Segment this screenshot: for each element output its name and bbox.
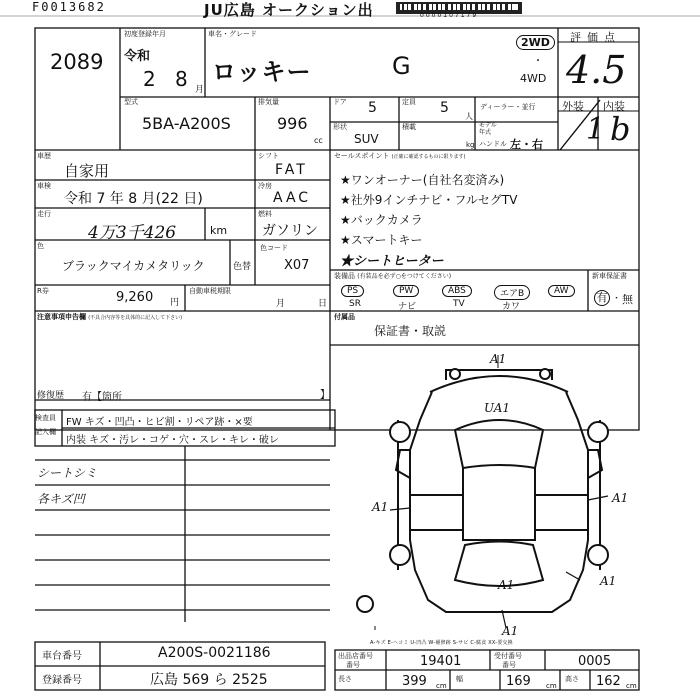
color-change-label: 色替	[233, 262, 252, 272]
check-row-interior: 内装 キズ・汚レ・コゲ・穴・スレ・キレ・破レ	[66, 435, 279, 446]
doors: 5	[368, 100, 377, 116]
order-label: 受付番号	[494, 652, 522, 660]
car-tax-label: 自動車税期限	[189, 287, 231, 295]
first-registration-month: 8	[175, 67, 188, 91]
exhibit-label: 出品店番号	[338, 652, 373, 660]
equipment-title: 装備品	[334, 272, 355, 280]
lot-number: 2089	[50, 50, 104, 74]
new-car-warranty-no: 無	[622, 293, 633, 306]
mileage-label: 走行	[37, 210, 51, 218]
model-year-label: モデル年式	[479, 122, 497, 136]
equipment-navi: ナビ	[398, 302, 417, 312]
first-registration-unit: 月	[195, 85, 205, 95]
first-registration-year: 2	[143, 67, 156, 91]
handwritten-note-1: シートシミ	[37, 466, 98, 480]
repair-history-end: 】	[320, 390, 330, 401]
handwritten-note-2: 各キズ凹	[37, 492, 85, 506]
displacement: 996	[277, 114, 308, 133]
car-tax-day: 日	[318, 299, 328, 309]
exterior-grade-label: 外装	[562, 100, 584, 113]
fuel: ガソリン	[262, 223, 318, 239]
plate-label: 登録番号	[42, 675, 82, 686]
notes-title: 注意事項申告欄	[37, 313, 86, 321]
sales-point-1: ★ワンオーナー(自社名変済み)	[340, 173, 505, 187]
repair-history-label: 修復歴	[37, 391, 65, 401]
displacement-unit: cc	[314, 136, 323, 145]
barcode-number: 0000107179	[420, 12, 479, 19]
new-car-warranty-dot: ・	[612, 294, 622, 304]
damage-mark-hood: UA1	[484, 401, 511, 415]
color: ブラックマイカメタリック	[62, 259, 205, 273]
color-code-label: 色コード	[260, 244, 288, 252]
doors-label: ドア	[333, 98, 347, 106]
first-registration-label: 初度登録年月	[124, 30, 166, 38]
order-sublabel: 番号	[502, 661, 516, 669]
handle-side: 左・右	[510, 138, 543, 151]
height-unit: cm	[626, 682, 637, 690]
notes-subtitle: (不具合内容等を具体的に記入して下さい)	[88, 315, 183, 321]
order-number: 0005	[578, 654, 612, 669]
sales-points-subtitle: (正確に確認するものに限ります)	[391, 154, 466, 160]
damage-mark-roof: A1	[490, 352, 507, 366]
damage-mark-left-door: A1	[372, 500, 389, 514]
usage-label: 車歴	[37, 152, 51, 160]
height-value: 162	[596, 674, 621, 689]
equipment-abs: ABS	[442, 285, 472, 297]
damage-mark-right-rear: A1	[600, 574, 617, 588]
exhibit-number: 19401	[420, 654, 462, 669]
length-unit: cm	[436, 682, 447, 690]
first-registration-era: 令和	[124, 49, 151, 64]
accessories-label: 付属品	[334, 313, 355, 321]
drive-2wd: 2WD	[516, 35, 555, 50]
model-grade: G	[392, 52, 411, 80]
aircon-label: 冷房	[258, 182, 272, 190]
sales-point-5: ★シートヒーター	[340, 254, 444, 269]
equipment-pw: PW	[393, 285, 419, 297]
exterior-grade: 1	[586, 112, 606, 147]
inspection-label: 車検	[37, 182, 51, 190]
car-tax-month: 月	[276, 299, 286, 309]
height-label: 高さ	[565, 675, 579, 683]
exhibit-sublabel: 番号	[346, 661, 360, 669]
equipment-subtitle: (有装品を必ず○をつけてください)	[357, 273, 452, 280]
sales-point-4: ★スマートキー	[340, 233, 423, 247]
capacity: 5	[440, 100, 449, 116]
damage-mark-rear: A1	[498, 578, 515, 592]
score-value: 4.5	[566, 48, 627, 92]
sales-point-3: ★バックカメラ	[340, 213, 423, 227]
color-code: X07	[284, 258, 310, 273]
inspector-label-2: 記入欄	[35, 428, 56, 436]
handle-label: ハンドル	[479, 140, 507, 148]
model-code-label: 型式	[124, 98, 138, 106]
interior-grade: b	[610, 110, 631, 148]
accessories: 保証書・取説	[374, 324, 447, 338]
inspector-label-1: 検査員	[35, 414, 56, 422]
recycle-fee: 9,260	[116, 290, 154, 305]
interior-grade-label: 内装	[603, 100, 625, 113]
damage-legend: A-キズ E-ヘコミ U-凹凸 W-補修跡 S-サビ C-腐食 XX-要交換	[370, 640, 513, 646]
plate-number: 広島 569 ら 2525	[150, 672, 268, 688]
new-car-warranty-yes: 有	[594, 290, 610, 306]
mileage: 4万3千426	[88, 223, 177, 243]
capacity-label: 定員	[402, 98, 416, 106]
new-car-warranty-label: 新車保証書	[592, 272, 627, 280]
equipment-leather: カワ	[502, 302, 521, 312]
equipment-airbag: エアB	[494, 285, 530, 300]
repair-history: 有【箇所	[82, 392, 122, 403]
recycle-label: R券	[37, 287, 49, 295]
length-value: 399	[402, 674, 427, 689]
capacity-unit: 人	[465, 112, 473, 121]
chassis-number: A200S-0021186	[158, 645, 271, 661]
body-label: 形状	[333, 123, 347, 131]
chassis-label: 車台番号	[42, 651, 82, 662]
damage-mark-right-door: A1	[612, 491, 629, 505]
sales-point-2: ★社外9インチナビ・フルセグTV	[340, 193, 518, 207]
shift-label: シフト	[258, 152, 279, 160]
aircon: AAC	[273, 190, 312, 206]
load-unit: kg	[466, 141, 475, 149]
fuel-label: 燃料	[258, 210, 272, 218]
usage: 自家用	[64, 162, 110, 180]
score-label: 評価点	[570, 31, 621, 44]
mileage-unit: km	[210, 224, 228, 237]
color-label: 色	[37, 242, 44, 250]
inspection-date: 令和 7 年 8 月(22 日)	[64, 191, 203, 207]
model-name: ロッキー	[212, 58, 312, 86]
drive-4wd: 4WD	[520, 72, 547, 85]
width-label: 幅	[456, 675, 463, 683]
damage-mark-bumper: A1	[502, 624, 519, 638]
equipment-tv: TV	[453, 299, 465, 309]
model-name-label: 車名・グレード	[208, 30, 257, 38]
equipment-ps: PS	[341, 285, 364, 297]
sheet-serial: F0013682	[32, 0, 106, 14]
dealer-label: ディーラー・並行	[480, 103, 536, 111]
length-label: 長さ	[338, 675, 352, 683]
body-type: SUV	[354, 132, 379, 146]
recycle-unit: 円	[170, 298, 180, 308]
check-row-exterior: FW キズ・凹凸・ヒビ割・リペア跡・×要	[66, 417, 253, 428]
equipment-sr: SR	[349, 299, 361, 309]
load-label: 積載	[402, 123, 416, 131]
width-value: 169	[506, 674, 531, 689]
shift: FAT	[275, 162, 308, 178]
auction-name: JU広島 オークション出	[204, 1, 374, 19]
sales-points-title: セールスポイント	[334, 152, 390, 160]
drive-dot: ・	[533, 56, 543, 67]
displacement-label: 排気量	[258, 98, 279, 106]
width-unit: cm	[546, 682, 557, 690]
model-code: 5BA-A200S	[142, 114, 231, 133]
equipment-aw: AW	[548, 285, 575, 297]
